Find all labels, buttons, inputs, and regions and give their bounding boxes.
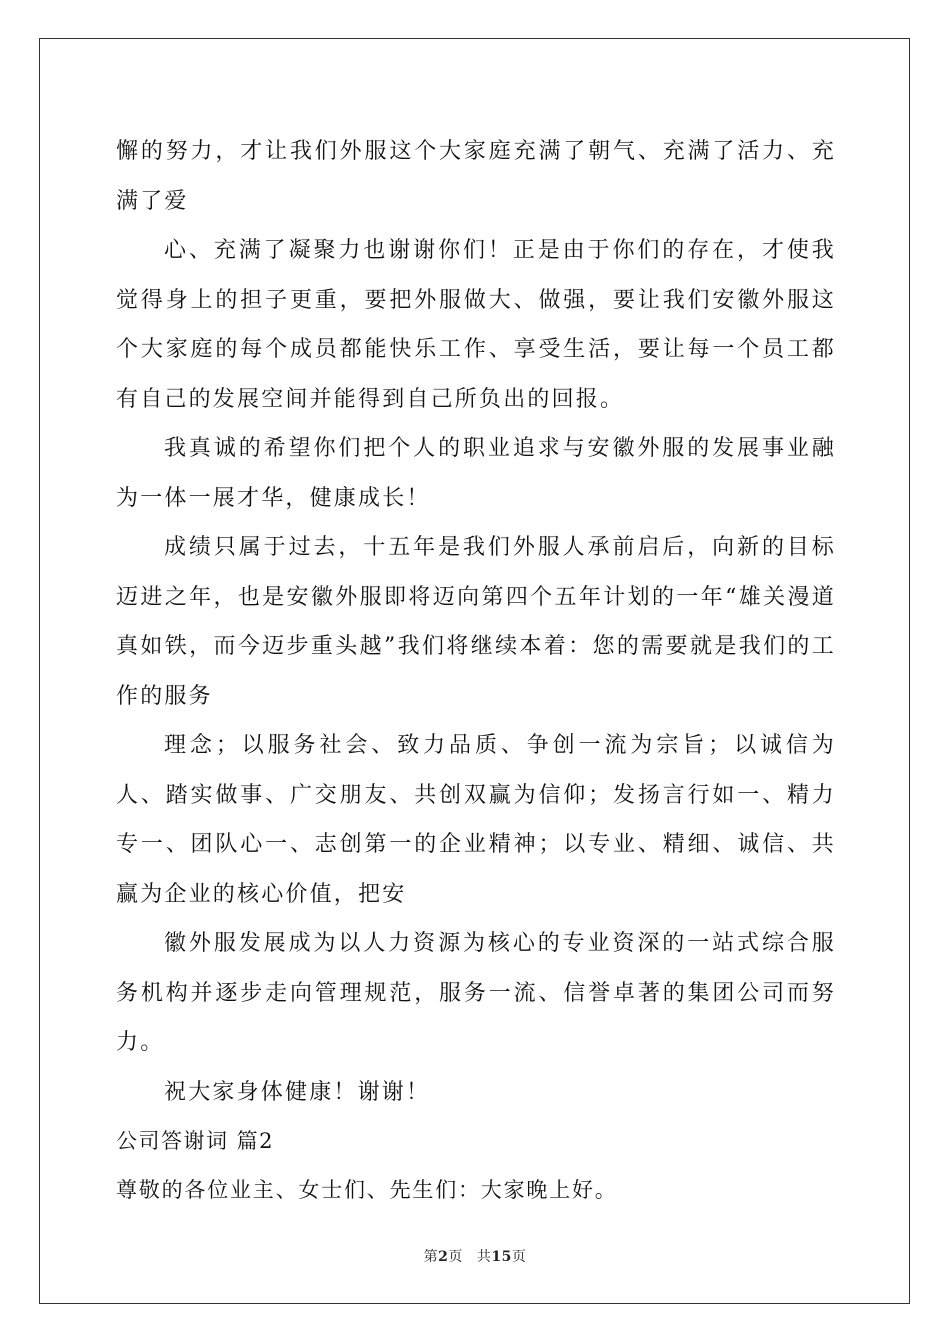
paragraph: 心、充满了凝聚力也谢谢你们！正是由于你们的存在，才使我觉得身上的担子更重，要把外服做大、做强，要让我们安徽外服这个大家庭的每个成员都能快乐工作、享受生活，要让每一个员工都有自己的发展空间并能得到自己所负出的回报。 xyxy=(116,238,836,412)
document-body xyxy=(116,127,836,1215)
paragraph: 我真诚的希望你们把个人的职业追求与安徽外服的发展事业融为一体一展才华，健康成长！ xyxy=(116,436,836,511)
paragraph-continuation: 懈的努力，才让我们外服这个大家庭充满了朝气、充满了活力、充满了爱 xyxy=(116,139,836,214)
section-heading: 公司答谢词 篇2 xyxy=(116,1129,275,1153)
page-suffix: 页 xyxy=(448,1249,463,1265)
total-pages: 15 xyxy=(491,1249,512,1265)
page-prefix: 第 xyxy=(423,1249,439,1265)
page-footer xyxy=(0,1247,950,1267)
closing-line: 祝大家身体健康！谢谢！ xyxy=(164,1079,431,1105)
total-suffix: 页 xyxy=(511,1249,527,1265)
salutation: 尊敬的各位业主、女士们、先生们：大家晚上好。 xyxy=(116,1178,618,1202)
paragraph: 徽外服发展成为以人力资源为核心的专业资深的一站式综合服务机构并逐步走向管理规范，服务一流、信誉卓著的集团公司而努力。 xyxy=(116,931,836,1055)
page-number: 2 xyxy=(438,1249,449,1265)
paragraph: 成绩只属于过去，十五年是我们外服人承前启后，向新的目标迈进之年，也是安徽外服即将迈向第四个五年计划的一年“雄关漫道真如铁，而今迈步重头越”我们将继续本着：您的需要就是我们的工作的服务 xyxy=(116,535,836,709)
paragraph: 理念；以服务社会、致力品质、争创一流为宗旨；以诚信为人、踏实做事、广交朋友、共创双赢为信仰；发扬言行如一、精力专一、团队心一、志创第一的企业精神；以专业、精细、诚信、共赢为企业的核心价值，把安 xyxy=(116,733,836,907)
total-prefix: 共 xyxy=(476,1249,492,1265)
